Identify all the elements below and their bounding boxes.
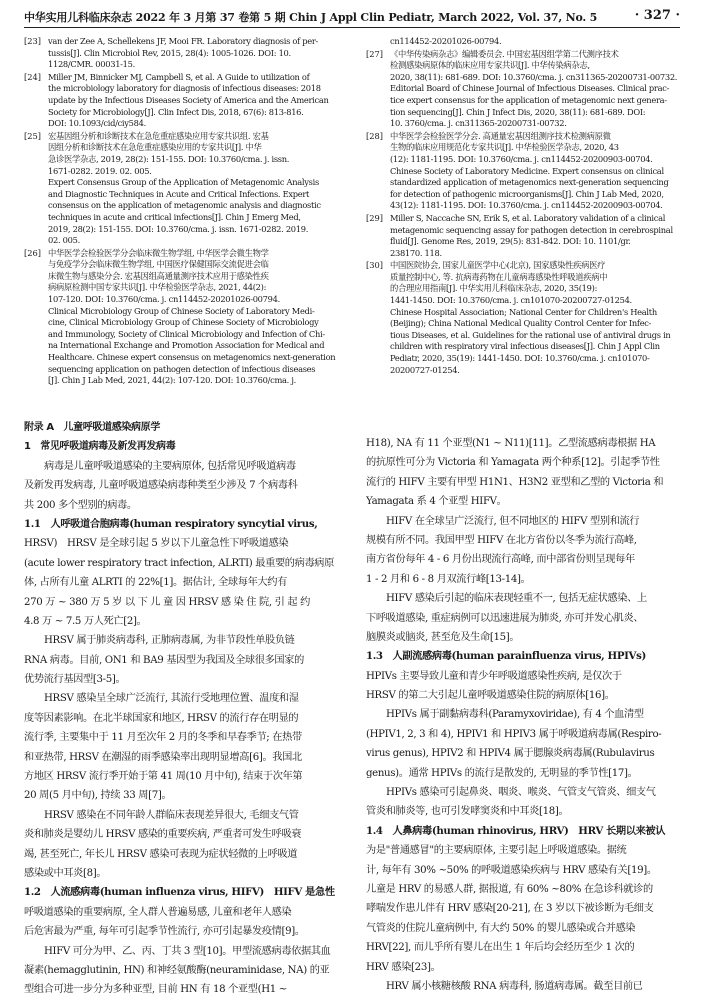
body-text-line: HRSV 的第二大引起儿童呼吸道感染住院的病原体[16]。 [366, 690, 615, 702]
reference-text [48, 248, 350, 387]
body-text-line: 共 200 多个型别的病毒。 [24, 499, 137, 511]
body-text-line: RNA 病毒。目前, ON1 和 BA9 基因型为我国及全球很多国家的 [24, 654, 304, 666]
reference-line: and Diagnostic Techniques in Acute and Critical Infections. Expert [48, 188, 310, 199]
body-text-line: 1 - 2 月和 6 - 8 月双流行峰[13-14]。 [366, 573, 531, 585]
body-text-line: 哮喘发作患儿伴有 HRV 感染[20-21], 在 3 岁以下被诊断为毛细支 [366, 903, 654, 915]
body-text-line: genus)。通常 HPIVs 的流行是散发的, 无明显的季节性[17]。 [366, 767, 638, 779]
reference-line: 02. 005. [48, 235, 80, 246]
reference-line: 中华医学会检验医学分会临床微生物学组, 中华医学会微生物学 [48, 247, 269, 258]
reference-line: tion sequencing[J]. Chin J Infect Dis, 2020, 38(11): 681-689. DOI: [390, 106, 646, 117]
body-text-line: 流行的 HIFV 主要有甲型 H1N1、H3N2 亚型和乙型的 Victoria 和 [366, 476, 664, 488]
body-text-line: HRV 感染[23]。 [366, 961, 441, 973]
reference-line: Miller JM, Binnicker MJ, Campbell S, et al. A Guide to utilization of [48, 71, 310, 82]
reference-line: 238170. 118. [390, 247, 442, 258]
reference-entry [366, 36, 680, 48]
reference-line: 《中华传染病杂志》编辑委员会. 中国宏基因组学第二代测序技术 [390, 48, 619, 59]
reference-entry [24, 248, 350, 387]
body-text-line: Yamagata 系 4 个亚型 HIFV。 [366, 496, 507, 508]
reference-line: update by the Infectious Diseases Society of America and the American [48, 94, 329, 105]
reference-line: tussis[J]. Clin Microbiol Rev, 2015, 28(4): 1005-1026. DOI: 10. [48, 47, 291, 58]
body-text-line: 后危害最为严重, 每年可引起季节性流行, 亦可引起暴发疫情[9]。 [24, 926, 305, 938]
reference-line: 的合理应用指南[J]. 中华实用儿科临床杂志, 2020, 35(19): [390, 283, 598, 294]
reference-line: the microbiology laboratory for diagnosis of infectious diseases: 2018 [48, 83, 321, 94]
reference-line: 1441-1450. DOI: 10.3760/cma. j. cn101070-20200727-01254. [390, 295, 632, 306]
reference-entry [366, 131, 680, 212]
body-text-line: HIFV 可分为甲、乙、丙、丁共 3 型[10]。甲型流感病毒依据其血 [44, 945, 331, 957]
subsection-heading-line: 1.2 人流感病毒(human influenza virus, HIFV) HIFV 是急性 [24, 886, 335, 899]
reference-line: DOI: 10.1093/cid/ciy584. [48, 118, 146, 129]
body-text-line: virus genus), HPIV2 和 HPIV4 属于腮腺炎病毒属(Rubulavirus [366, 748, 655, 760]
reference-line: Editorial Board of Chinese Journal of Infectious Diseases. Clinical prac- [390, 83, 670, 94]
body-text-line: 及新发再发病毒, 儿童呼吸道感染病毒种类至少涉及 7 个病毒科 [24, 480, 298, 492]
reference-line: 病病原检测中国专家共识[J]. 中华检验医学杂志, 2021, 44(2): [48, 282, 267, 293]
body-text-line: (acute lower respiratory tract infection, ALRTI) 最重要的病毒病原 [24, 557, 334, 569]
reference-text [390, 131, 680, 212]
reference-line: (Beijing); China National Medical Quality Control Center for Infec- [390, 318, 652, 329]
body-text-line: 和亚热带, HRSV 在潮湿的雨季感染率出现明显增高[6]。我国北 [24, 751, 302, 763]
reference-line: 2020, 38(11): 681-689. DOI: 10.3760/cma. j. cn311365-20200731-00732. [390, 71, 678, 82]
reference-text [390, 260, 680, 376]
body-text-line: 凝素(hemagglutinin, HN) 和神经氨酸酶(neuraminidase, NA) 的亚 [24, 964, 330, 976]
reference-line: and Immunology, Society of Clinical Microbiology and Infection of Chi- [48, 328, 325, 339]
reference-number: [30] [366, 260, 384, 271]
reference-line: 质量控制中心, 等. 抗病毒药物在儿童病毒感染性呼吸道疾病中 [390, 271, 608, 282]
subsection-heading-line: 1.4 人鼻病毒(human rhinovirus, HRV) HRV 长期以来被认 [366, 824, 666, 837]
body-text-line: 儿童是 HRV 的易感人群, 据报道, 有 60% ~80% 在急诊科就诊的 [366, 883, 653, 895]
reference-line: for detection of pathogenic microorganisms[J]. Chin J Lab Med, 2020, [390, 188, 664, 199]
body-text-line: 炎和肺炎是婴幼儿 HRSV 感染的重要疾病, 严重者可发生呼吸衰 [24, 829, 302, 841]
reference-line: Pediatr, 2020, 35(19): 1441-1450. DOI: 10.3760/cma. j. cn101070- [390, 353, 650, 364]
reference-entry [366, 260, 680, 376]
body-text-line: 脑膜炎或脑炎, 甚至危及生命[15]。 [366, 631, 520, 643]
reference-line: 10. 3760/cma. j. cn311365-20200731-00732. [390, 118, 567, 129]
reference-line: 107-120. DOI: 10.3760/cma. j. cn114452-20201026-00794. [48, 294, 280, 305]
reference-line: 中华医学会检验医学分会. 高通量宏基因组测序技术检测病原微 [390, 130, 611, 141]
body-text-line: HPIVs 感染可引起鼻炎、咽炎、喉炎、气管支气管炎、细支气 [386, 787, 656, 799]
subsection-heading-line: 1.1 人呼吸道合胞病毒(human respiratory syncytial virus, [24, 517, 318, 530]
reference-line: 与免疫学分会临床微生物学组, 中国医疗保健国际交流促进会临 [48, 259, 269, 270]
references-right-column [366, 36, 680, 377]
reference-line: [J]. Chin J Lab Med, 2021, 44(2): 107-120. DOI: 10.3760/cma. j. [48, 375, 296, 386]
body-text-line: 病毒是儿童呼吸道感染的主要病原体, 包括常见呼吸道病毒 [44, 460, 296, 472]
body-text-line: 下呼吸道感染, 重症病例可以迅速进展为肺炎, 亦可并发心肌炎、 [366, 612, 644, 624]
reference-line: 因组分析和诊断技术在急危重症感染应用的专家共识[J]. 中华 [48, 142, 262, 153]
body-text-line: 度等因素影响。在北半球国家和地区, HRSV 的流行存在明显的 [24, 712, 299, 724]
reference-line: Clinical Microbiology Group of Chinese Society of Laboratory Medi- [48, 305, 315, 316]
body-text-line: 呼吸道感染的重要病原, 全人群人普遍易感, 儿童和老年人感染 [24, 906, 292, 918]
reference-text [48, 36, 350, 71]
reference-line: van der Zee A, Schellekens JF, Mooi FR. Laboratory diagnosis of per- [48, 36, 318, 46]
reference-entry [24, 72, 350, 130]
header-rule [24, 27, 680, 28]
reference-text [390, 36, 680, 48]
body-text-line: HRV 属小核糖核酸 RNA 病毒科, 肠道病毒属。截至目前已 [386, 980, 643, 992]
body-text-line: 规模有所不同。我国甲型 HIFV 在北方省份以冬季为流行高峰, [366, 534, 637, 546]
reference-line: 43(12): 1181-1195. DOI: 10.3760/cma. j. cn114452-20200903-00704. [390, 200, 663, 211]
body-text-line: HRV[22], 而儿乎所有婴儿在出生 1 年后均会经历至少 1 次的 [366, 942, 635, 954]
reference-number: [23] [24, 36, 42, 46]
reference-line: standardized application of metagenomics next-generation sequencing [390, 177, 669, 188]
body-text-line: HIFV 在全球呈广泛流行, 但不同地区的 HIFV 型别和流行 [386, 515, 640, 527]
body-text-line: 优势流行基因型[3-5]。 [24, 674, 126, 686]
reference-text [390, 213, 680, 259]
reference-text [390, 49, 680, 130]
reference-line: 中国医院协会, 国家儿童医学中心(北京), 国家感染性疾病医疗 [390, 260, 606, 271]
reference-line: 急诊医学杂志, 2019, 28(2): 151-155. DOI: 10.3760/cma. j. issn. [48, 153, 290, 164]
reference-line: Society for Microbiology[J]. Clin Infect Dis, 2018, 67(6): 813-816. [48, 106, 304, 117]
body-text-line: 竭, 甚至死亡, 年长儿 HRSV 感染可表现为症状轻微的上呼吸道 [24, 848, 298, 860]
reference-line: tious Diseases, et al. Guidelines for the rational use of antiviral drugs in [390, 329, 671, 340]
body-text-line: 感染或中耳炎[8]。 [24, 867, 107, 879]
reference-number: [28] [366, 130, 384, 141]
section-heading: 1 常见呼吸道病毒及新发再发病毒 [24, 441, 176, 453]
body-text-line: HRSV 感染在不同年龄人群临床表现差异很大, 毛细支气管 [44, 809, 299, 821]
reference-number: [26] [24, 247, 42, 258]
body-text-line: 流行季, 主要集中于 11 月至次年 2 月的冬季和早春季节; 在热带 [24, 732, 302, 744]
body-text-line: 的抗原性可分为 Victoria 和 Yamagata 两个种系[12]。引起季节性 [366, 457, 660, 469]
body-text-line: 体, 占所有儿童 ALRTI 的 22%[1]。据估计, 全球每年大约有 [24, 577, 287, 589]
body-text-line: 20 周(5 月中旬), 持续 33 周[7]。 [24, 790, 172, 802]
body-text-line: 计, 每年有 30% ~50% 的呼吸道感染疾病与 HRV 感染有关[19]。 [366, 864, 657, 876]
running-header [24, 6, 680, 28]
reference-line: 2019, 28(2): 151-155. DOI: 10.3760/cma. j. issn. 1671-0282. 2019. [48, 223, 309, 234]
body-text-line: 4.8 万 ~ 7.5 万人死亡[2]。 [24, 615, 147, 627]
reference-number: [29] [366, 212, 384, 223]
reference-line: fluid[J]. Genome Res, 2019, 29(5): 831-842. DOI: 10. 1101/gr. [390, 236, 631, 247]
references-left-column [24, 36, 350, 388]
journal-header-text: 中华实用儿科临床杂志 2022 年 3 月第 37 卷第 5 期 Chin J Appl Clin Pediatr, March 2022, Vol. 37, No. 5 [24, 11, 598, 24]
reference-line: 检测感染病原体的临床应用专家共识[J]. 中华传染病杂志, [390, 60, 590, 71]
reference-number: [24] [24, 71, 42, 82]
body-text-line: 南方省份每年 4 - 6 月份出现流行高峰, 而中部省份则呈现每年 [366, 554, 635, 566]
reference-line: Chinese Society of Laboratory Medicine. Expert consensus on clinical [390, 165, 664, 176]
reference-line: techniques in acute and critical infections[J]. Chin J Emerg Med, [48, 211, 301, 222]
reference-text [48, 72, 350, 130]
body-text-line: HIFV 感染后引起的临床表现轻重不一, 包括无症状感染、上 [386, 593, 647, 605]
reference-line: 生物的临床应用规范化专家共识[J]. 中华检验医学杂志, 2020, 43 [390, 142, 619, 153]
body-text-line: HPIVs 属于副黏病毒科(Paramyxoviridae), 有 4 个血清型 [386, 709, 644, 721]
body-text-line: (HPIV1, 2, 3 和 4), HPIV1 和 HPIV3 属于呼吸道病毒属(Respiro- [366, 728, 662, 740]
reference-line: metagenomic sequencing assay for pathogen detection in cerebrospinal [390, 224, 673, 235]
reference-line: consensus on the application of metagenomic analysis and diagnostic [48, 200, 321, 211]
body-text-line: HRSV 属于肺炎病毒科, 正肺病毒属, 为非节段性单股负链 [44, 635, 295, 647]
reference-line: tice expert consensus for the application of metagenomic next genera- [390, 94, 667, 105]
reference-line: cn114452-20201026-00794. [390, 36, 502, 46]
reference-entry [366, 213, 680, 259]
reference-entry [24, 131, 350, 247]
reference-line: 20200727-01254. [390, 364, 460, 375]
reference-line: 1671-0282. 2019. 02. 005. [48, 165, 152, 176]
reference-line: Expert Consensus Group of the Application of Metagenomic Analysis [48, 177, 319, 188]
page-number: · 327 · [634, 8, 680, 23]
reference-line: na International Exchange and Promotion Association for Medical and [48, 340, 325, 351]
reference-number [366, 36, 390, 48]
reference-number: [25] [24, 130, 42, 141]
reference-text [48, 131, 350, 247]
reference-line: Chinese Hospital Association; National Center for Children's Health [390, 306, 657, 317]
reference-line: cine, Clinical Microbiology Group of Chinese Society of Microbiology [48, 317, 319, 328]
reference-line: sequencing application on pathogen detection of infectious diseases [48, 363, 316, 374]
reference-line: children with respiratory viral infectious diseases[J]. Chin J Appl Clin [390, 341, 660, 352]
reference-line: 床微生物与感染分会. 宏基因组高通量测序技术应用于感染性疾 [48, 270, 269, 281]
subsection-heading-line: 1.3 人副流感病毒(human parainfluenza virus, HPIVs) [366, 650, 646, 663]
reference-line: 宏基因组分析和诊断技术在急危重症感染应用专家共识组. 宏基 [48, 130, 269, 141]
reference-line: Healthcare. Chinese expert consensus on metagenomics next-generation [48, 352, 336, 363]
section-heading: 附录 A 儿童呼吸道感染病原学 [24, 422, 160, 433]
body-text-line: HRSV 感染呈全球广泛流行, 其流行受地理位置、温度和湿 [44, 693, 299, 705]
reference-line: (12): 1181-1195. DOI: 10.3760/cma. j. cn114452-20200903-00704. [390, 153, 653, 164]
body-left-column [24, 418, 350, 1000]
reference-line: 1128/CMR. 00031-15. [48, 59, 135, 70]
reference-entry [366, 49, 680, 130]
body-text-line: 型组合可进一步分为多种亚型, 目前 HN 有 18 个亚型(H1 ~ [24, 984, 287, 996]
body-right-column [366, 434, 680, 996]
body-text-line: 270 万 ~ 380 万 5 岁 以 下 儿 童 因 HRSV 感 染 住 院, 引 起 约 [24, 596, 310, 608]
body-text-line: HPIVs 主要导致儿童和青少年呼吸道感染性疾病, 是仅次于 [366, 670, 622, 682]
body-text-line: HRSV) HRSV 是全球引起 5 岁以下儿童急性下呼吸道感染 [24, 538, 289, 550]
body-text-line: 为是"普通感冒"的主要病原体, 主要引起上呼吸道感染。据统 [366, 845, 627, 857]
reference-line: Miller S, Naccache SN, Erik S, et al. Laboratory validation of a clinical [390, 212, 666, 223]
reference-number: [27] [366, 48, 384, 59]
body-text-line: 管炎和肺炎等, 也可引发哮窦炎和中耳炎[18]。 [366, 806, 569, 818]
body-text-line: 方地区 HRSV 流行季开始于第 41 周(10 月中旬), 结束于次年第 [24, 771, 303, 783]
body-text-line: H18), NA 有 11 个亚型(N1 ~ N11)[11]。乙型流感病毒根据 HA [366, 438, 656, 449]
body-text-line: 气管炎的住院儿童病例中, 有大约 50% 的婴儿感染或合并感染 [366, 922, 636, 934]
reference-entry [24, 36, 350, 71]
